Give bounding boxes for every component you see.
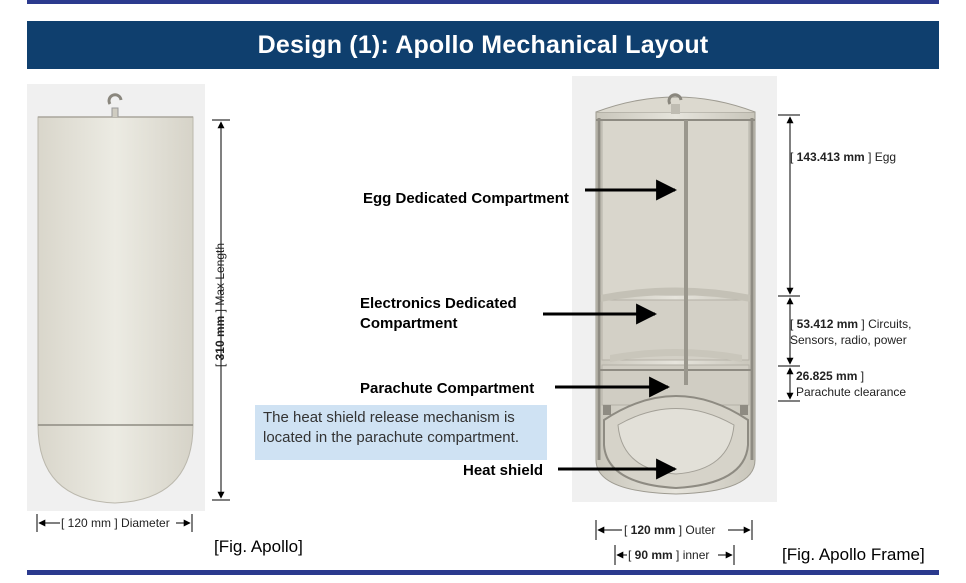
heat-shield-note: The heat shield release mechanism is located in the parachute compartment. <box>255 405 547 460</box>
egg-dimension-value: 143.413 mm <box>796 150 865 164</box>
egg-dimension-label: [ 143.413 mm ] Egg <box>790 150 897 164</box>
diameter-label: [ 120 mm ] Diameter <box>61 516 170 530</box>
heat-shield-label: Heat shield <box>463 462 544 479</box>
electronics-compartment-label-line2: Compartment <box>360 315 458 332</box>
circuits-dimension-value: 53.412 mm <box>796 317 859 331</box>
page-title: Design (1): Apollo Mechanical Layout <box>257 30 709 59</box>
circuits-dimension-label: [ 53.412 mm ] Circuits, <box>790 317 912 331</box>
egg-compartment-label: Egg Dedicated Compartment <box>363 190 569 207</box>
inner-dimension-label: [ 90 mm ] inner <box>628 548 710 562</box>
outer-dimension-text: Outer <box>685 523 716 537</box>
fig-apollo-frame-caption: [Fig. Apollo Frame] <box>782 545 925 564</box>
max-length-label: [ 310 mm ] Max Length <box>213 242 227 368</box>
diameter-text: Diameter <box>121 516 170 530</box>
apollo-capsule <box>38 95 193 503</box>
hook-icon <box>109 95 121 104</box>
max-length-value: 310 mm <box>213 315 227 361</box>
electronics-compartment-label-line1: Electronics Dedicated <box>360 295 517 312</box>
diameter-value: 120 mm <box>67 516 112 530</box>
parachute-dimension-value: 26.825 mm <box>796 369 858 383</box>
max-length-text: Max Length <box>213 242 227 306</box>
parachute-dimension-label: 26.825 mm ] <box>796 369 865 383</box>
inner-dimension-text: inner <box>682 548 710 562</box>
outer-dimension-value: 120 mm <box>630 523 676 537</box>
egg-dimension-text: Egg <box>874 150 897 164</box>
outer-dimension-label: [ 120 mm ] Outer <box>624 523 716 537</box>
parachute-dimension-text: Parachute clearance <box>796 385 907 399</box>
apollo-frame-section <box>596 95 755 494</box>
circuits-dimension-text: Circuits, <box>868 317 912 331</box>
circuits-dimension-text2: Sensors, radio, power <box>790 333 907 347</box>
parachute-compartment-label: Parachute Compartment <box>360 380 535 397</box>
fig-apollo-caption: [Fig. Apollo] <box>214 537 303 556</box>
inner-dimension-value: 90 mm <box>634 548 673 562</box>
